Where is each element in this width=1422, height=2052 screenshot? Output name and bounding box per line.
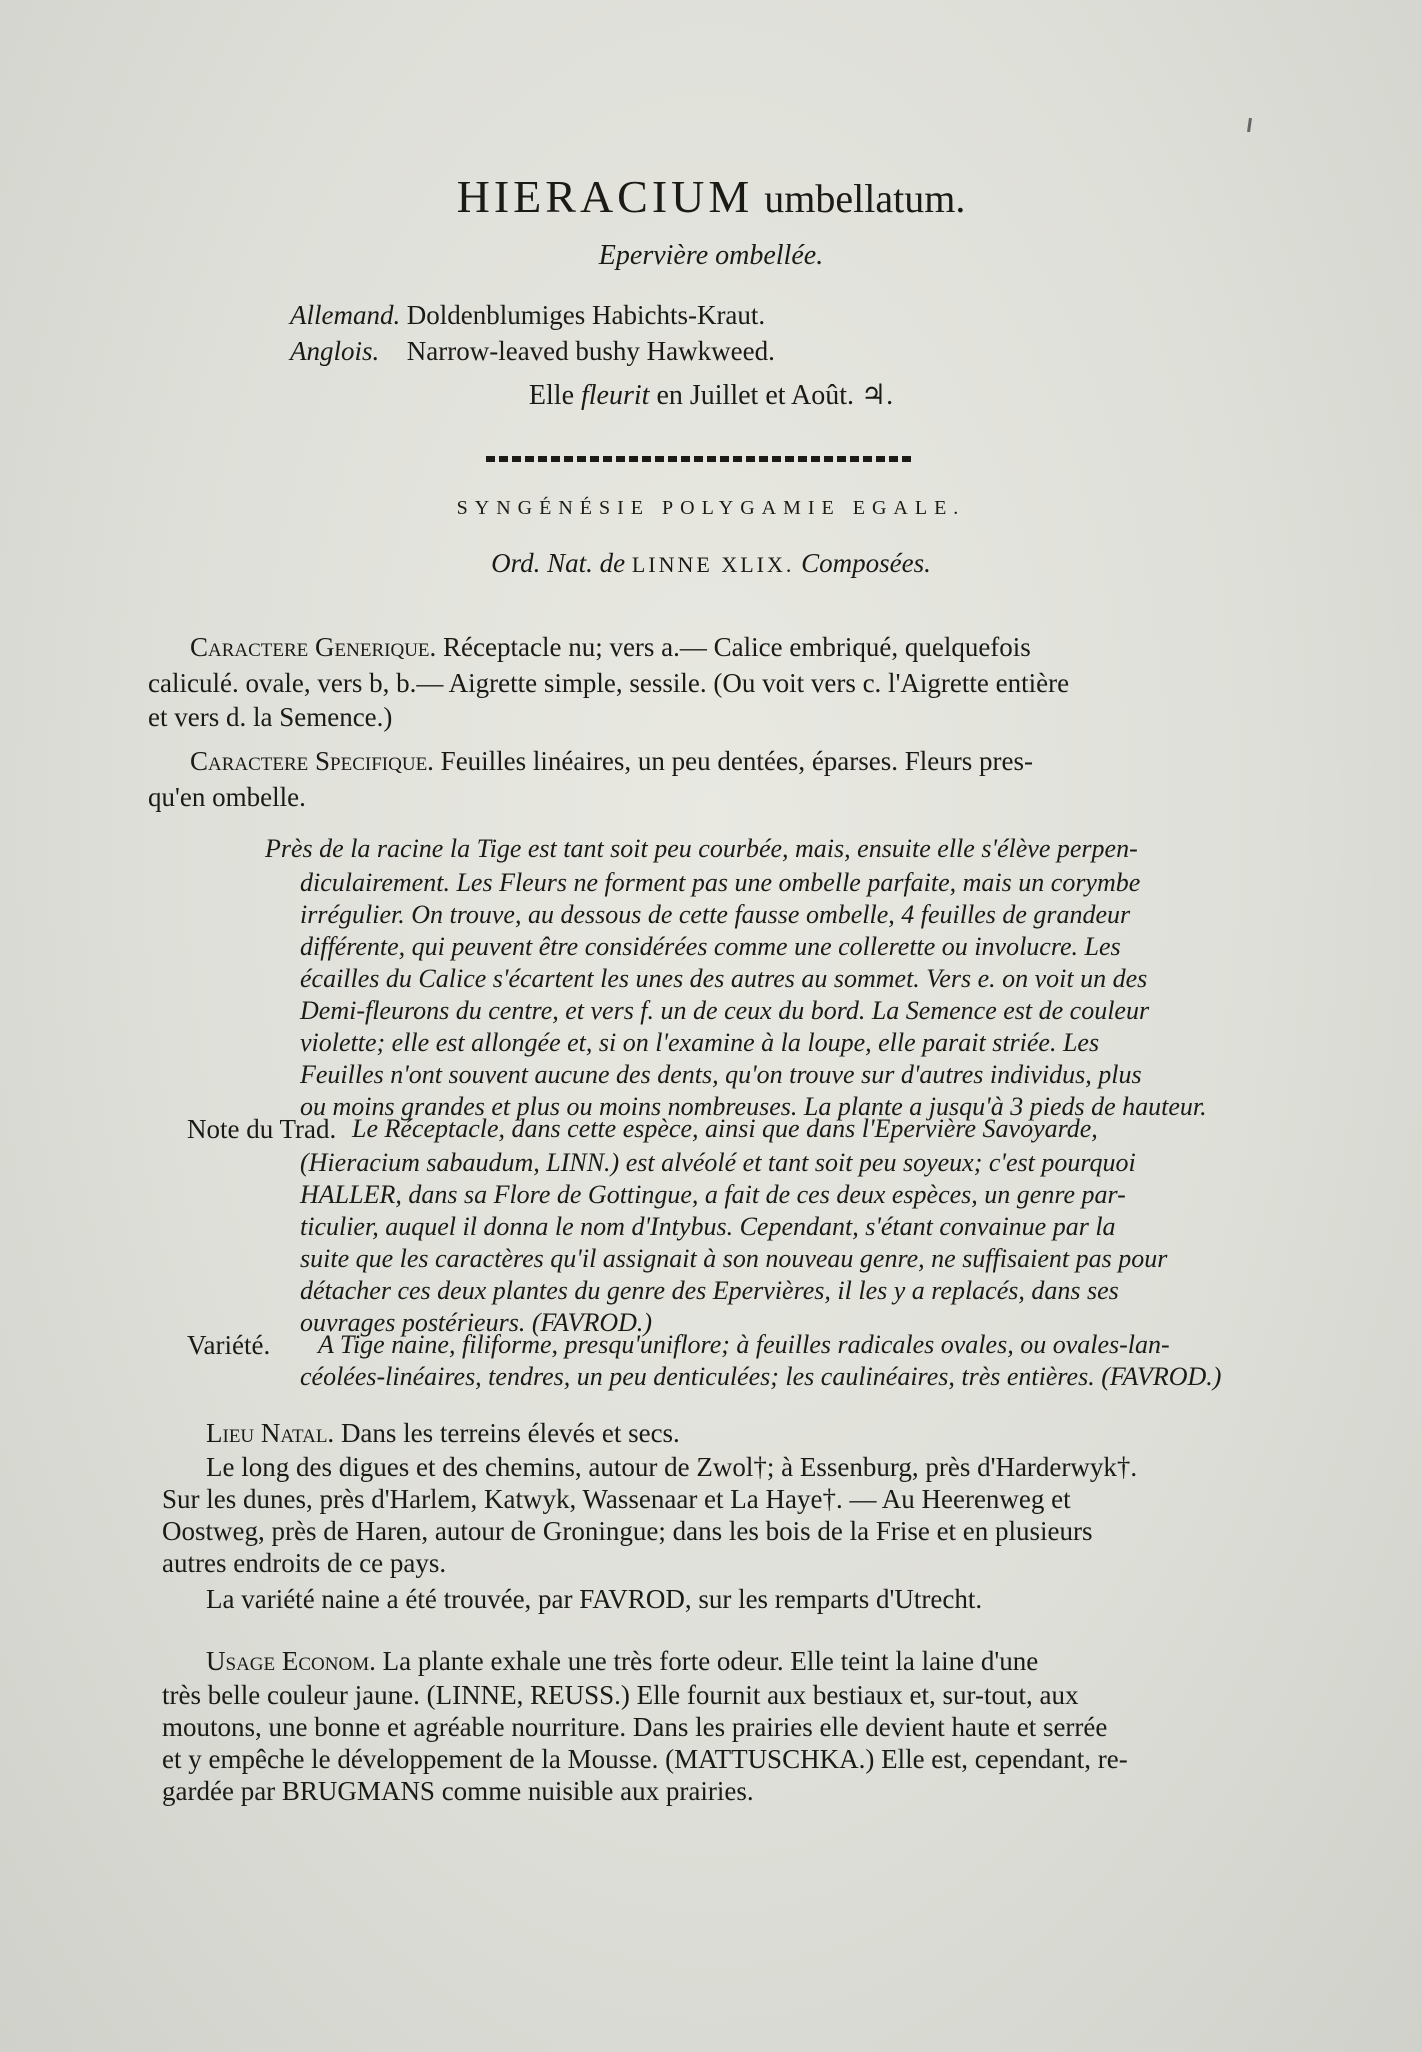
perennial-symbol: ♃. xyxy=(860,380,894,411)
text-line: moutons, une bonne et agréable nourriture. Dans les prairies elle devient haute et serrée xyxy=(162,1712,1108,1742)
text-line: Feuilles linéaires, un peu dentées, éparses. Fleurs pres- xyxy=(440,746,1033,776)
economic-use-line xyxy=(206,1646,1038,1677)
text-line: caliculé. ovale, vers b, b.— Aigrette simple, sessile. (Ou voit vers c. l'Aigrette entière xyxy=(148,668,1070,698)
french-name: Epervière ombellée. xyxy=(598,240,824,271)
note-line: (Hieracium sabaudum, LINN.) est alvéolé et tant soit peu soyeux; c'est pourquoi xyxy=(300,1148,1136,1177)
lang-label: Allemand. xyxy=(290,300,401,330)
text-line: La plante exhale une très forte odeur. Elle teint la laine d'une xyxy=(382,1646,1039,1676)
variety-label: Variété. xyxy=(187,1330,271,1360)
order-prefix: Ord. Nat. de xyxy=(491,548,626,578)
lang-label: Anglois. xyxy=(290,336,380,366)
generic-character-line xyxy=(190,632,1031,663)
flowering-verb: fleurit xyxy=(581,380,650,411)
text-line: et vers d. la Semence.) xyxy=(148,702,393,732)
genus-name: HIERACIUM xyxy=(456,171,754,222)
order-family: Composées. xyxy=(801,548,931,578)
note-line: suite que les caractères qu'il assignait à son nouveau genre, ne suffisaient pas pour xyxy=(300,1244,1168,1273)
text-line: très belle couleur jaune. (LINNE, REUSS.) Elle fournit aux bestiaux et, sur-tout, aux xyxy=(162,1680,1079,1710)
species-name: umbellatum. xyxy=(764,176,966,221)
section-label: Caractere Specifique. xyxy=(190,746,434,776)
text-line: gardée par BRUGMANS comme nuisible aux prairies. xyxy=(162,1776,754,1806)
note-line: ticulier, auquel il donna le nom d'Intybus. Cependant, s'étant convainue par la xyxy=(300,1212,1116,1241)
translator-note-label: Note du Trad. xyxy=(187,1114,337,1144)
linnaean-class: SYNGÉNÉSIE POLYGAMIE EGALE. xyxy=(456,497,966,519)
note-line: ouvrages postérieurs. (FAVROD.) xyxy=(300,1308,653,1337)
text-line: Dans les terreins élevés et secs. xyxy=(340,1418,680,1448)
description-line: différente, qui peuvent être considérées comme une collerette ou involucre. Les xyxy=(300,932,1121,961)
description-line: diculairement. Les Fleurs ne forment pas une ombelle parfaite, mais un corymbe xyxy=(300,868,1141,897)
description-line: irrégulier. On trouve, au dessous de cette fausse ombelle, 4 feuilles de grandeur xyxy=(300,900,1131,929)
ornamental-rule xyxy=(486,456,911,462)
natural-order xyxy=(0,548,1422,579)
flowering-pre: Elle xyxy=(528,380,574,411)
text-line: autres endroits de ce pays. xyxy=(162,1548,447,1578)
variety-line: céolées-linéaires, tendres, un peu denticulées; les caulinéaires, très entières. (FAVROD.) xyxy=(300,1362,1222,1391)
specific-character-line xyxy=(190,746,1033,777)
text-line: Sur les dunes, près d'Harlem, Katwyk, Wassenaar et La Haye†. — Au Heerenweg et xyxy=(162,1484,1071,1514)
description-line: Feuilles n'ont souvent aucune des dents, qu'on trouve sur d'autres individus, plus xyxy=(300,1060,1142,1089)
note-line: détacher ces deux plantes du genre des Epervières, il les y a replacés, dans ses xyxy=(300,1276,1119,1305)
note-line: HALLER, dans sa Flore de Gottingue, a fait de ces deux espèces, un genre par- xyxy=(300,1180,1126,1209)
description-line: écailles du Calice s'écartent les unes des autres au sommet. Vers e. on voit un des xyxy=(300,964,1148,993)
flowering-months: en Juillet et Août. xyxy=(656,380,854,411)
description-line: ou moins grandes et plus ou moins nombreuses. La plante a jusqu'à 3 pieds de hauteur. xyxy=(300,1092,1207,1121)
section-label: Caractere Generique. xyxy=(190,632,437,662)
text-line: qu'en ombelle. xyxy=(148,782,306,812)
text-line: Le long des digues et des chemins, autour de Zwol†; à Essenburg, près d'Harderwyk†. xyxy=(206,1452,1138,1482)
description-line: violette; elle est allongée et, si on l'examine à la loupe, elle parait striée. Les xyxy=(300,1028,1100,1057)
page-title xyxy=(0,170,1422,223)
vernacular-german xyxy=(290,300,765,331)
text-line: et y empêche le développement de la Mousse. (MATTUSCHKA.) Elle est, cependant, re- xyxy=(162,1744,1128,1774)
native-place-line xyxy=(206,1418,680,1449)
flowering-line xyxy=(0,378,1422,412)
order-author: LINNE XLIX. xyxy=(631,552,795,577)
text-line: Oostweg, près de Haren, autour de Groningue; dans les bois de la Frise et en plusieurs xyxy=(162,1516,1093,1546)
section-label: Lieu Natal. xyxy=(206,1418,335,1448)
description-line: Demi-fleurons du centre, et vers f. un de ceux du bord. La Semence est de couleur xyxy=(300,996,1150,1025)
description-line: Près de la racine la Tige est tant soit peu courbée, mais, ensuite elle s'élève perpen- xyxy=(265,834,1138,863)
text-line: Réceptacle nu; vers a.— Calice embriqué, quelquefois xyxy=(443,632,1031,662)
variety-line: A Tige naine, filiforme, presqu'uniflore; à feuilles radicales ovales, ou ovales-lan- xyxy=(318,1330,1170,1359)
note-line: Le Réceptacle, dans cette espèce, ainsi que dans l'Epervière Savoyarde, xyxy=(352,1114,1098,1143)
text-line: La variété naine a été trouvée, par FAVROD, sur les remparts d'Utrecht. xyxy=(206,1584,983,1614)
page-mark xyxy=(1247,118,1252,132)
vernacular-name: Doldenblumiges Habichts-Kraut. xyxy=(406,300,766,330)
vernacular-name: Narrow-leaved bushy Hawkweed. xyxy=(406,336,775,366)
vernacular-english xyxy=(290,336,775,367)
section-label: Usage Econom. xyxy=(206,1646,376,1676)
